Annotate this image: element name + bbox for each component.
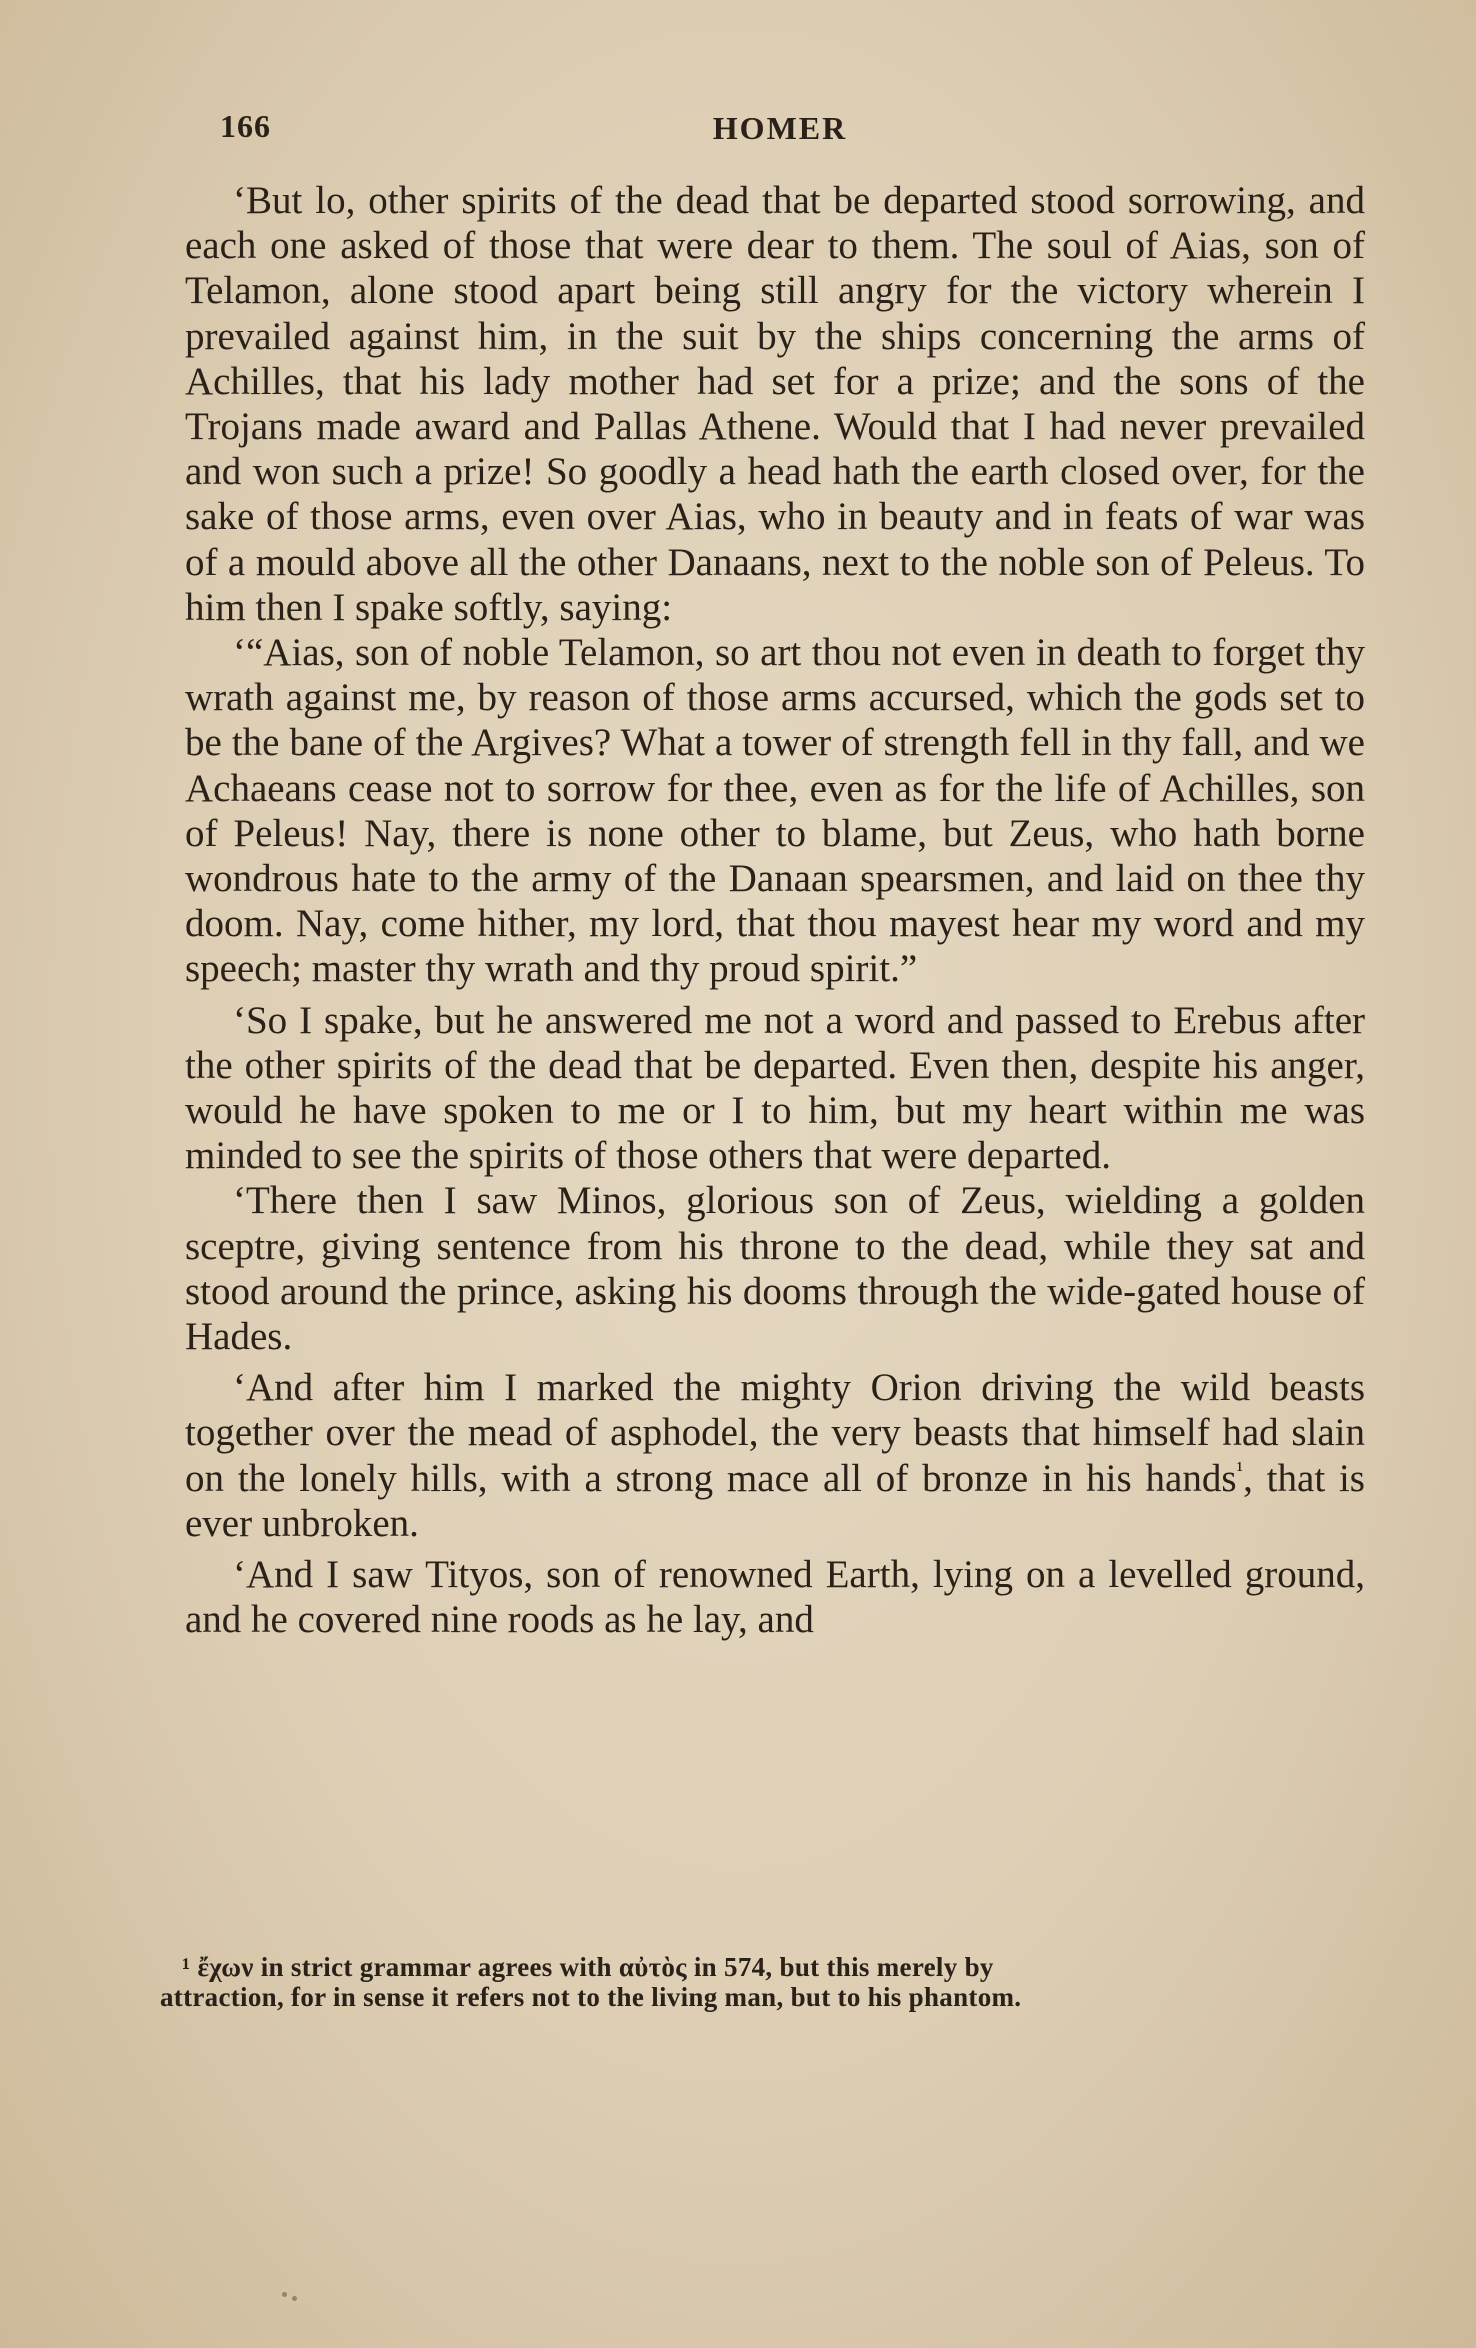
- orion-text: ‘And after him I marked the mighty Orion driving the wild beasts together over the mead of asphodel, the very beasts that himself had slain on the lonely hills, with a strong mace all of bronze in his hands: [185, 1366, 1365, 1500]
- page-number: 166: [220, 108, 271, 144]
- paragraph-minos: ‘There then I saw Minos, glorious son of Zeus, wielding a golden sceptre, giving sentence from his throne to the dead, while they sat and stood around the prince, asking his dooms through the wide-gated house of Hades.: [185, 1179, 1365, 1359]
- paragraph-speech-to-aias: ‘“Aias, son of noble Telamon, so art thou not even in death to forget thy wrath against me, by reason of those arms accursed, which the gods set to be the bane of the Argives? What a tower of strength fell in thy fall, and we Achaeans cease not to sorrow for thee, even as for the life of Achilles, son of Peleus! Nay, there is none other to blame, but Zeus, who hath borne wondrous hate to the army of the Danaan spearsmen, and laid on thee thy doom. Nay, come hither, my lord, that thou mayest hear my word and my speech; master thy wrath and thy proud spirit.”: [185, 631, 1365, 991]
- paragraph-no-answer: ‘So I spake, but he answered me not a word and passed to Erebus after the other spirits of the dead that be departed. Even then, despite his anger, would he have spoken to me or I to him, but my heart within me was minded to see the spirits of those others that were departed.: [185, 998, 1365, 1178]
- paper-speck: [292, 2296, 297, 2301]
- paragraph-tityos: ‘And I saw Tityos, son of renowned Earth, lying on a levelled ground, and he covered nine roods as he lay, and: [185, 1553, 1365, 1642]
- running-title: HOMER: [712, 110, 848, 146]
- orion-text-end: , that is ever unbroken.: [185, 1456, 1365, 1545]
- footnote-line-2: attraction, for in sense it refers not to the living man, but to his phantom.: [160, 1982, 1022, 2012]
- footnote-reference: ¹: [1236, 1456, 1244, 1482]
- paragraph-orion: [185, 1365, 1365, 1546]
- running-head: [220, 108, 1340, 152]
- body-text: [185, 178, 1365, 1643]
- paper-speck: [282, 2292, 287, 2297]
- footnote-line-1: ¹ ἔχων in strict grammar agrees with αὐτὸς in 574, but this merely by: [182, 1952, 994, 1982]
- footnote: [160, 1952, 1340, 2012]
- paragraph-aias-spirits: ‘But lo, other spirits of the dead that be departed stood sorrowing, and each one asked of those that were dear to them. The soul of Aias, son of Telamon, alone stood apart being still angry for the victory wherein I prevailed against him, in the suit by the ships concerning the arms of Achilles, that his lady mother had set for a prize; and the sons of the Trojans made award and Pallas Athene. Would that I had never prevailed and won such a prize! So goodly a head hath the earth closed over, for the sake of those arms, even over Aias, who in beauty and in feats of war was of a mould above all the other Danaans, next to the noble son of Peleus. To him then I spake softly, saying:: [185, 179, 1365, 629]
